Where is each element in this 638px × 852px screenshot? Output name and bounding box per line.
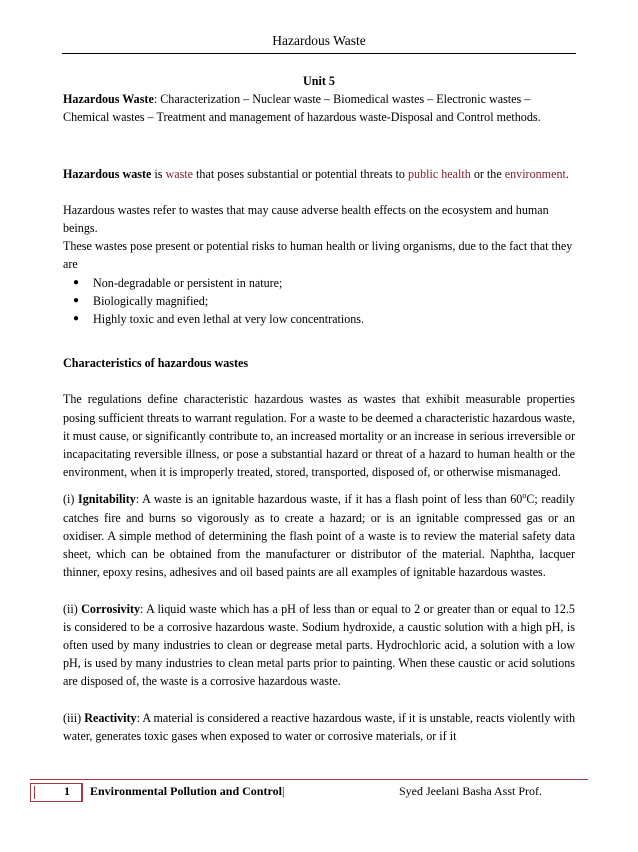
link-public-health[interactable]: public health <box>408 166 471 181</box>
footer-divider <box>82 783 83 802</box>
bullet-icon: ● <box>73 276 80 288</box>
ignitability-term: Ignitability <box>78 492 136 507</box>
reactivity-number: (iii) <box>63 710 85 725</box>
corrosivity-term: Corrosivity <box>81 601 141 616</box>
characteristics-heading: Characteristics of hazardous wastes <box>63 356 249 371</box>
list-item <box>63 310 575 328</box>
link-waste[interactable]: waste <box>165 166 194 181</box>
page-number-box <box>30 783 82 802</box>
definition-term: Hazardous waste <box>63 166 152 181</box>
unit-title-text: Unit 5 <box>303 74 335 88</box>
spacer <box>63 127 575 165</box>
intro-paragraph-1: Hazardous wastes refer to wastes that may cause adverse health effects on the ecosystem and human beings. <box>63 202 549 236</box>
reactivity-term: Reactivity <box>84 710 137 725</box>
footer-course-title <box>90 784 284 799</box>
syllabus-paragraph <box>63 90 575 126</box>
spacer <box>63 582 575 600</box>
ignitability-paragraph <box>63 487 575 581</box>
hazard-bullet-list <box>63 274 575 329</box>
spacer <box>63 328 575 354</box>
link-environment[interactable]: environment <box>504 166 566 181</box>
page-number: 1 <box>64 784 70 798</box>
list-item-text: Biologically magnified; <box>93 293 209 308</box>
bullet-icon: ● <box>73 313 80 325</box>
list-item <box>63 292 575 310</box>
ignitability-text-b: C; readily catches fire and burns so vigorously as to create a hazard; or is an ignitable compressed gas or an oxidiser. A simple method of determining the flash point of a waste is to review the material safety data sheet, which can be obtained from the manufacturer or distributor of the material. Naphtha, lacquer thinner, epoxy resins, adhesives and oil based paints are all examples of ignitable hazardous wastes. <box>63 492 575 580</box>
reactivity-paragraph <box>63 709 575 745</box>
footer-author: Syed Jeelani Basha Asst Prof. <box>399 784 542 798</box>
unit-title <box>63 72 575 90</box>
definition-paragraph <box>63 165 575 183</box>
corrosivity-text: : A liquid waste which has a pH of less than or equal to 2 or greater than or equal to 12.5 is considered to be a corrosive hazardous waste. Sodium hydroxide, a caustic solution with a high pH, is often used by many industries to clean or degrease metal parts. Hydrochloric acid, a solution with a low pH, is used by many industries to clean metal parts prior to painting. When these caustic or acid solutions are disposed of, the waste is a corrosive hazardous waste. <box>63 601 575 689</box>
list-item-text: Non-degradable or persistent in nature; <box>93 275 283 290</box>
definition-is: is <box>151 166 166 181</box>
header-rule <box>62 53 576 54</box>
list-item <box>63 274 575 292</box>
section-heading <box>63 354 575 372</box>
list-item-text: Highly toxic and even lethal at very low concentrations. <box>93 312 365 327</box>
ignitability-number: (i) <box>63 492 79 507</box>
footer-left-text: Environmental Pollution and Control <box>90 784 282 798</box>
syllabus-term: Hazardous Waste <box>63 92 154 107</box>
page-header: Hazardous Waste <box>272 33 366 48</box>
ignitability-text-a: : A waste is an ignitable hazardous waste, if it has a flash point of less than 60 <box>135 492 523 507</box>
definition-mid: that poses substantial or potential threats to <box>193 166 408 181</box>
corrosivity-paragraph <box>63 600 575 691</box>
definition-or-the: or the <box>470 166 505 181</box>
corrosivity-number: (ii) <box>63 601 82 616</box>
characteristics-intro: The regulations define characteristic hazardous wastes as wastes that exhibit measurable properties posing sufficient threats to warrant regulation. For a waste to be deemed a characteristic hazardous waste, it must cause, or significantly contribute to, an increased mortality or an increase in serious irreversible or incapacitating reversible illness, or pose a substantial hazard or threat of a hazard to human health or the environment, when it is improperly treated, stored, transported, disposed of, or otherwise mismanaged. <box>63 392 575 480</box>
footer-rule <box>30 779 588 780</box>
page-box-bar <box>34 786 35 799</box>
spacer <box>63 372 575 390</box>
spacer <box>63 691 575 709</box>
definition-end: . <box>565 166 569 181</box>
degree-superscript: o <box>522 491 527 501</box>
spacer <box>63 183 575 201</box>
page-content <box>63 72 575 745</box>
reactivity-text: : A material is considered a reactive hazardous waste, if it is unstable, reacts violently with water, generates toxic gases when exposed to water or corrosive materials, or if it <box>63 710 575 743</box>
intro-paragraph-2: These wastes pose present or potential risks to human health or living organisms, due to the fact that they are <box>63 239 573 272</box>
syllabus-text: : Characterization – Nuclear waste – Biomedical wastes – Electronic wastes – Chemical wastes – Treatment and management of hazardous waste-Disposal and Control methods. <box>63 92 541 125</box>
bullet-icon: ● <box>73 294 80 306</box>
footer-separator: | <box>281 784 285 798</box>
